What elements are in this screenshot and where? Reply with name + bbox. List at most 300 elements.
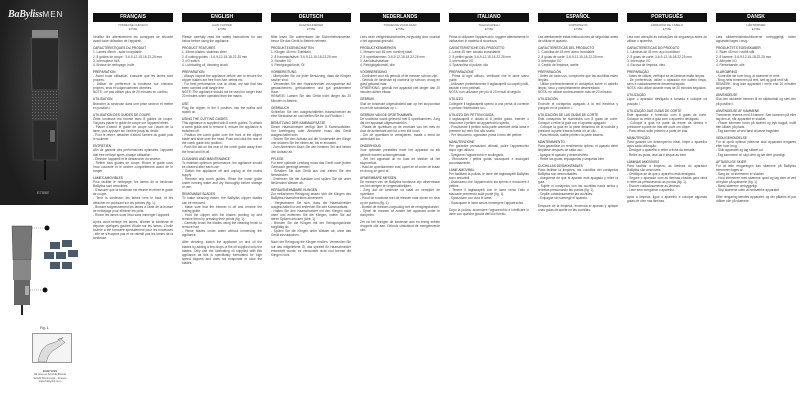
instruction-line: - Escove cuidadosamente as lâminas. [627,184,681,189]
section-heading: VEDLIGEHOLDELSE [716,136,747,141]
instruction-line: - Hold trimmeren med skærene opad og tag dem af ved at trykke på spidserne (fig. 1). [716,176,796,185]
instruction-line: - Tag kammene af, skyl dem og tør dem grundigt. [716,152,786,157]
instruction-section [716,195,796,203]
clipper-illustration [28,30,62,180]
language-section [360,13,440,232]
instruction-line: This appliance is supplied with 8 comb guides. To attach a comb guide and to remove it, ensure the appliance is switched off. [182,120,262,134]
instruction-section [271,106,351,118]
instruction-line: - Utiliser de préférence la tondeuse sur cheveux propres, secs et soigneusement démêlés. [93,82,173,91]
instruction-line: - Borstel de messen zorgvuldig met de reinigingsborstel. [360,204,440,209]
instruction-line: 1. Lames 45mm - acier inoxydable [93,50,142,55]
language-heading: DANSK [716,13,796,22]
instruction-line: 3. Interruptor I/O [538,58,562,63]
section-heading: VOORBEREIDING [360,69,387,74]
instruction-line: 4. Spazzolina di pulizia, olio [449,62,489,67]
instructions-body [271,35,351,257]
instruction-line: 4. Reinigungsbürste, Öl [271,62,305,67]
intro-text: Please carefully read the safety instructions for use below before using the appliance. [182,35,262,44]
instruction-line: - Coloque la guía en la parte delantera de la cuchilla y presione la parte trasera hasta oír un clic. [538,124,618,134]
instruction-line: 4. Cepillo de limpieza, aceite [538,62,579,67]
instruction-section [271,157,351,186]
section-heading: MANUTENÇÃO [627,136,650,141]
section-heading: KLARGØRING [716,69,738,74]
instruction-line: 1. Lâminas de 45 mm: aço inoxidável [627,50,680,55]
language-heading: ENGLISH [182,13,262,22]
instruction-line: - Utilice preferentemente el cortapelos sobre el cabello limpio, seco y completamente desenredado. [538,82,618,91]
instruction-line: - Haal de opzetkammen eraf, spoel ze af onder de kraan en droog ze goed af. [360,164,440,173]
instruction-section [538,113,618,138]
instruction-section [449,113,529,138]
section-heading: PRODUKTETS EGENSKABER [716,46,761,51]
language-section [93,13,173,240]
intro-text: Prima di utilizzare l'apparecchio, leggere attentamente le indicazioni in materia di sicurezza. [449,35,529,44]
instruction-line: 2. 8 guías de corte: 3-6-9-12-15-18-22-25 mm [538,54,603,59]
instruction-line: Para facilitar la limpieza, las cuchillas del cortapelos BaByliss son desmontables. [538,167,618,176]
product-name: CORTAPELOS [568,23,588,27]
language-section [716,13,796,204]
figure-label: Fig. 1 [40,326,49,330]
instruction-line: - Retire las guías, enjuáguelas y séquelas bien. [538,156,605,161]
instruction-section [716,93,796,105]
brand-logo: BaBylissMEN [8,9,64,20]
section-heading: ANVENDELSE [716,93,738,98]
blade-removal-figure [32,333,72,363]
instruction-section [271,188,351,237]
instruction-line: NOTA: non utilizzare per più di 20 minuti di seguito. [449,90,522,95]
instruction-line: 3. Interrupteur M/A [93,58,120,63]
instruction-line: Zur einfacheren Reinigung lassen sich die Klingen des BaByliss-Haarschneiders abnehmen. [271,192,351,201]
section-heading: GEBRAUCH [271,105,290,110]
model-number: E755E [217,26,227,31]
instruction-line: Após a limpeza, ligue o aparelho e coloque algumas gotas de óleo nas lâminas. [627,195,707,204]
section-heading: ONDERHOUD [360,144,381,149]
instruction-line: - Asegúrese de que el aparato esté apagado y retire la guía. [538,176,618,185]
instruction-line: - Antes de utilizar, verifique se as lâminas estão limpas. [627,73,706,78]
language-heading: ESPAÑOL [538,13,618,22]
language-heading: DEUTSCH [271,13,351,22]
instruction-section [182,102,262,114]
section-heading: GEBRUIK VAN DE OPZETKAMMEN [360,112,413,117]
instruction-line: - Placer d'abord le guide de coupe sur l'avant de la lame, puis appuyer sur l'arrière jusqu'au déclic. [93,124,173,134]
language-heading: ITALIANO [449,13,529,22]
cover-image [0,0,88,205]
instruction-line: - Skyl skærene uden at nedsænke apparatet. [716,188,780,193]
instruction-section [360,46,440,66]
instruction-section [93,113,173,142]
instruction-line: Cette tondeuse est fournie avec 8 guides de coupe. Toujours placer le guide de coupe sur l'appareil éteint. [93,116,173,125]
instruction-section [627,195,707,203]
instruction-section [449,97,529,109]
instruction-line: 3. Aan/uitschakelaar [360,58,389,63]
instruction-line: - Para retirar, solte primeiro a parte de trás. [627,129,688,134]
instruction-line: For at opnå optimal ydeevne skal apparatet rengøres efter hver brug: [716,140,796,149]
instruction-line: 4. Reinigingsborstel, olie [360,62,395,67]
intro-text: Lea atentamente estas instrucciones de seguridad antes de utilizar el aparato. [538,35,618,44]
section-heading: MANTENIMIENTO [538,140,565,145]
instruction-line: - Rincer les lames sous l'eau sans immerger l'appareil. [93,212,171,217]
instruction-line: - Tenir la tondeuse, les lames vers le haut, et les détacher en poussant sur les pointes (fig. 1). [93,196,173,205]
instruction-line: - Prima di ogni utilizzo, verificare che le lame siano pulite. [449,73,529,83]
language-section [627,13,707,204]
instruction-section [538,140,618,160]
language-section [449,13,529,216]
instruction-line: 2. 8 kamme: 3-6-9-12-15-18-22-25 mm [716,54,772,59]
instruction-line: - Børst skærene omhyggeligt. [716,184,758,189]
instruction-line: - Gebruik de tondeuse bij voorkeur op schoon, droog en goed gekamd haar. [360,78,440,87]
instruction-line: - Éteindre l'appareil et le débrancher du secteur. [93,156,161,161]
instruction-line: - Always inspect the appliance before use to ensure the clipper blades are free from hair, debris etc. [182,73,262,83]
instruction-line: Pour faciliter le nettoyage, les lames de la tondeuse BaByliss sont amovibles. [93,180,173,189]
model-number: E755E [395,26,405,31]
instruction-line: - Carefully brush the blades using the cleaning brush to remove hair. [182,221,262,230]
model-number: E755E [751,26,761,31]
section-heading: CARACTÉRISTIQUES DU PRODUIT [93,46,147,51]
model-number: E755E [484,26,494,31]
section-heading: UTILIZACIÓN [538,97,558,102]
instruction-section [538,97,618,109]
instruction-line: - Controleer voor elk gebruik of de messen schoon zijn. [360,73,438,78]
instruction-line: 3. Interruttore I/O [449,58,474,63]
instruction-line: 1. Skær 45 mm: rustfrit stål [716,50,755,55]
language-heading: FRANÇAIS [93,13,173,22]
instruction-line: - Halten Sie den Haarschneider mit den Klingen nach oben und entfernen Sie die Klingen, indem Sie auf deren Spitzen drücken (Abb. 1). [271,208,351,221]
instruction-line: Plug the clipper, in the 0 position, into the mains and switch on. [182,105,262,114]
instruction-line: - Avant toute utilisation, s'assurer que les lames sont propres. [93,73,173,83]
instruction-section [627,93,707,105]
instruction-line: - Vergewissern Sie sich, dass der Haarschneider ausgeschaltet ist und entfernen Sie den Kammaufsatz. [271,200,351,209]
instructions-body [627,35,707,203]
instruction-section [449,140,529,165]
instruction-line: After cleaning, switch the appliance on and oil the blades by adding a few drops of the oil supplied onto the blades. Only use the lubricating oil supplied with this appliance as this is specifically formulated for high speed clippers and does not evaporate or slow the blades. [182,240,262,265]
instruction-section [538,204,618,212]
section-heading: CARACTERÍSTICAS DO PRODUTO [627,46,680,51]
instruction-line: - Hold the clipper with the blades pointing up and remove them by pressing their points (fig. 1). [182,212,262,221]
instruction-section [93,70,173,95]
language-section [271,13,351,257]
instruction-section [182,117,262,154]
section-heading: AFTAGELIGE SKÆR [716,159,747,164]
section-heading: UTILISATION DES GUIDES DE COUPE [93,112,151,117]
instruction-line: Trimmeren leveres med 8 kamme. Sæt kammen på eller tag den af, når apparatet er slukket. [716,112,796,121]
instruction-line: 1. Klingen 45 mm: Edelstahl [271,50,311,55]
instruction-line: - Verwenden Sie den Haarschneider vorzugsweise auf gewaschenem, getrocknetem und gut gekämmtem Haar. [271,82,351,95]
instruction-line: NOTE : ne pas utiliser plus de 20 minutes en continu. [93,90,169,95]
instruction-line: 3. Afbryder I/O [716,58,737,63]
section-heading: ANVENDELSE AF KAMMENE [716,108,760,113]
product-name: HAIR CLIPPER [212,23,232,27]
instruction-section [716,70,796,90]
instruction-line: Für eine optimale Leistung muss das Gerät nach jedem Gebrauch gereinigt werden: [271,160,351,169]
instruction-line: Nach der Reinigung die Klingen einölen. Verwenden Sie nur das mitgelieferte Öl, das speziell für Haarschneider entwickelt wurde; es verdunstet nicht und bremst die Klingen nicht. [271,240,351,257]
instruction-line: - Assicurarsi che l'apparecchio sia spento e rimuovere il pettine. [449,180,529,189]
instruction-line: - Houd de tondeuse met de messen naar boven en druk op de punten (fig. 1). [360,196,440,205]
instruction-section [360,70,440,95]
instruction-line: - Sørg for, at trimmeren er slukket. [716,171,765,176]
product-name: HAARSCHNEIDER [298,23,324,27]
section-heading: HERAUSNEHMBARE KLINGEN [271,188,318,193]
instructions-body [538,35,618,212]
instruction-line: Para facilitar a limpeza, as lâminas do aparador BaByliss são amovíveis. [627,163,707,172]
section-heading: PRODUCT FEATURES [182,46,216,51]
instruction-line: - Sluk apparatet og tag stikket ud. [716,148,764,153]
instruction-line: - Posizionare il pettine sulla parte anteriore della lama e premere sul retro fino allo scatto. [449,124,529,134]
instruction-line: 3. Schalter I/O [271,58,292,63]
instruction-section [93,46,173,66]
instruction-line: - Tag kammen af ved først at løsne bagsiden. [716,129,780,134]
section-heading: PRODUKTEIGENSCHAFTEN [271,46,314,51]
instruction-section [182,240,262,265]
intro-text: Læs sikkerhedsinstruktionerne omhyggeligt, inden apparatet tages i brug. [716,35,796,44]
instruction-line: 2. 8 guias de corte: 3-6-9-12-15-18-22-25 mm [627,54,692,59]
instruction-line: Efter rengøring tændes apparatet, og der påføres et par dråber olie på skærene. [716,195,796,204]
instruction-line: Brancher la tondeuse dans une prise secteur et mettre en position I. [93,101,173,110]
instruction-section [538,164,618,201]
instructions-body [716,35,796,203]
instruction-line: 4. Rensebørste, olie [716,62,745,67]
intro-text: Veuillez lire attentivement les consignes de sécurité avant toute utilisation de l'appareil. [93,35,173,44]
language-section [182,13,262,265]
instruction-section [93,220,173,240]
instruction-section [271,70,351,103]
section-heading: PRODUCTKENMERKEN [360,46,396,51]
instruction-line: - Para retirarla, suelte primero la parte trasera. [538,133,604,138]
instruction-section [360,176,440,217]
instruction-line: Après avoir nettoyé les lames, allumer la tondeuse et déposer quelques gouttes d'huile sur les lames. L'huile fournie a été formulée spécialement pour les tondeuses ; elle ne s'évapore pas et ne ralentit pas les lames de la tondeuse. [93,219,173,241]
instruction-line: - Apague el aparato y desenchúfelo. [538,152,590,157]
instruction-line: 1. Lame 45 mm: acciaio inossidabile [449,50,501,55]
instruction-line: - Make sure that the trimmer is off and remove the cutting guide. [182,204,262,213]
instruction-line: - Brug helst trimmeren på rent, tørt og godt redt hår. [716,78,789,83]
section-heading: VORBEREITUNG [271,69,297,74]
instruction-line: 3. Interruptor I/O [627,58,651,63]
section-heading: BENUTZUNG DER KAMMAUFSÄTZE [271,120,326,125]
instruction-line: - Lave sem mergulhar o aparelho. [627,188,675,193]
section-heading: PRÉPARATION [93,69,116,74]
cover-panel [0,0,88,407]
instruction-line: NOTA: no utilizar continuamente más de 20 minutos. [538,90,613,95]
instruction-section [182,192,262,237]
instruction-line: De messen van de BaByliss tondeuse zijn afneembaar om het reinigen te vergemakkelijken. [360,180,440,189]
instruction-line: 2. 8 cutting guides : 3-6-9-12-15-18-22-25 mm [182,54,248,59]
instruction-line: - Bürsten Sie die Klingen mit der Reinigungsbürste sorgfältig ab. [271,221,351,230]
instruction-section [538,46,618,66]
section-heading: CUCHILLAS DESMONTABLES [538,163,583,168]
instruction-section [360,220,440,232]
section-heading: GEBRUIK [360,97,375,102]
section-heading: PFLEGE [271,156,284,161]
instruction-section [360,97,440,109]
instruction-line: 2. 8 pettini guida: 3-6-9-12-15-18-22-25 mm [449,54,511,59]
instruction-line: 2. 8 Kammaufsätze: 3-6-9-12-15-18-22-25 mm [271,54,337,59]
instruction-line: Afin de garantir des performances optimales, l'appareil doit être nettoyé après chaque utilisation : [93,148,173,157]
instruction-section [271,121,351,154]
instruction-line: De tondeuse wordt geleverd met 8 opzetkammen. Zorg dat het apparaat uitgeschakeld is. [360,116,440,125]
instruction-line: 4. Brosse de nettoyage, huile [93,62,135,67]
instruction-line: - Coloque a guia na parte da frente da lâmina e pressione a parte de trás até ouvir um clique. [627,120,707,129]
section-heading: CLEANING AND MAINTENANCE [182,156,230,161]
instruction-line: - Desligue o aparelho e retire a ficha da tomada. [627,148,696,153]
instruction-line: - Retire as guias, lave-as e seque-as bem. [627,152,687,157]
instruction-line: Schließen Sie den ausgeschalteten Haarschneider an eine Steckdose an und stellen Sie ihn auf Position I. [271,109,351,118]
instruction-line: - Segure o aparador com as lâminas viradas para cima e retire-as pressionando as pontas (fig. 1). [627,176,707,185]
instruction-line: 1. Messen van 45 mm: roestvrij staal [360,50,412,55]
instruction-section [716,46,796,66]
product-name: HÅRTRIMMER [746,23,766,27]
instruction-line: - For best performance, use on clean, dry hair that has been combed until tangle free. [182,82,262,91]
instruction-line: - Sujete el cortapelos con las cuchillas hacia arriba y retírelas presionando las puntas (fig. 1). [538,184,618,193]
instruction-line: - Cepille cuidadosamente las cuchillas. [538,192,593,197]
instruction-section [182,157,262,190]
instruction-line: - Om de opzetkam te verwijderen, maakt u eerst de achterkant los. [360,133,440,142]
section-heading: USING THE CUTTING GUIDES [182,116,228,121]
instruction-line: To make cleaning easier, the BaByliss clipper blades can be removed. [182,196,262,205]
section-heading: CARACTERÍSTICAS DEL PRODUCTO [538,46,594,51]
instruction-line: - Antes de cada uso, compruebe que las cuchillas estén limpias. [538,73,618,83]
instruction-line: HINWEIS: Lassen Sie das Gerät nicht länger als 20 Minuten in Betrieb. [271,94,351,103]
intro-text: Bitte lesen Sie aufmerksam die Sicherheitshinweise, bevor Sie das Gerät in Betrieb nehmen. [271,35,351,44]
section-heading: CARATTERISTICHE DEL PRODOTTO [449,46,505,51]
instruction-line: - Push the tab on the rear of the comb guide away from the head and lift off. [182,145,262,154]
instruction-line: 2. 8 guides de coupe : 3-6-9-12-15-18-22-25 mm [93,54,162,59]
instruction-line: For at lette rengøringen kan skærene på BaByliss trimmeren tages af. [716,163,796,172]
instruction-line: To maintain optimum performance, the appliance should be cleaned after each use: [182,160,262,169]
instruction-line: BEMÆRK: brug ikke apparatet i mere end 20 minutter ad gangen. [716,82,796,91]
instruction-line: - Überprüfen Sie vor jeder Benutzung, dass die Klingen sauber sind. [271,73,351,83]
instruction-line: Para garantizar un rendimiento óptimo, el aparato debe limpiarse después de cada uso: [538,144,618,153]
instruction-section [449,208,529,216]
cover-model: E755E [37,190,50,195]
instruction-line: Zet na het reinigen de tondeuse aan en breng enkele druppels olie aan. Gebruik uitsluitend de meegeleverde olie. [360,219,440,233]
section-heading: UTILISATION [93,97,113,102]
instructions-body [360,35,440,232]
section-heading: UTILIZAÇÃO [627,93,646,98]
instruction-line: - Spoel de messen af zonder het apparaat onder te dompelen. [360,208,440,217]
model-number: E755E [128,26,138,31]
instruction-line: - Kontroller før hver brug, at skærene er rene. [716,73,781,78]
instruction-line: 2. 8 opzetkammen: 3-6-9-12-15-18-22-25 mm [360,54,425,59]
intro-text: Leia com atenção as indicações de segurança antes de utilizar o aparelho. [627,35,707,44]
instruction-section [538,70,618,95]
instruction-section [716,136,796,156]
instruction-section [182,70,262,99]
instruction-line: - Zum Abnehmen lösen Sie den hinteren Teil und heben den Aufsatz ab. [271,145,351,154]
instruction-line: Ligue o aparador desligado à tomada e coloque na posição I. [627,97,707,106]
instruction-line: - Spegnere l'apparecchio e scollegarlo. [449,152,505,157]
product-name: TONDEUSE VOOR HAAR [383,23,417,27]
instruction-line: - Tenere il tagliacapelli con le lame verso l'alto e staccarle premendo sulle punte (fig. 1). [449,188,529,197]
instruction-line: 3. I/O switch [182,58,200,63]
section-heading: UTILIZACIÓN DE LAS GUÍAS DE CORTE [538,112,599,117]
section-heading: PREPARACIÓN [538,69,561,74]
instruction-line: Este cortapelos se suministra con 8 guías de corte. Coloque o retire la guía con el aparato apagado. [538,116,618,125]
language-heading: PORTUGUÊS [627,13,707,22]
instruction-section [93,176,173,217]
model-number: E755E [306,26,316,31]
instruction-line: - Per rimuoverlo, sganciare prima il retro del pettine. [449,133,523,138]
instruction-section [271,46,351,66]
instruction-line: - Utilizzare preferibilmente il tagliacapelli su capelli puliti, asciutti e ben pettinati. [449,82,529,91]
section-heading: LAMES AMOVIBLES [93,176,123,180]
instruction-section [627,70,707,90]
instruction-line: 1. 45mm blades: stainless steel [182,50,227,55]
instruction-line: - Rinse blades under water without immersing the appliance. [182,229,262,238]
instruction-section [627,160,707,193]
instruction-line: Dieser Haarschneider verfügt über 8 Kammaufsätze. Vor Anbringung oder Abnahme muss das Gerät ausgeschaltet sein. [271,124,351,138]
instruction-line: - Spazzolare con cura le lame. [449,196,493,201]
instruction-section [360,144,440,173]
instruction-line: NOTA: não utilize durante mais de 20 minutos seguidos. [627,86,707,91]
instruction-line: - Setzen Sie den Aufsatz auf die Vorderseite der Klinge und drücken Sie ihn hinten an, bis er einrastet. [271,137,351,146]
instruction-line: - Position the comb guide over the front of the clipper blade and slide over the head. Push and click the rear of the comb guide into position. [182,133,262,146]
product-name: APARADOR DE CABELO [650,23,684,27]
instruction-line: Per garantire prestazioni ottimali, pulire l'apparecchio dopo ogni utilizzo: [449,144,529,153]
section-heading: UTILIZZO [449,97,464,102]
instruction-section [93,144,173,173]
instruction-section [627,109,707,134]
instruction-line: - S'assurer que la tondeuse est éteinte et retirer le guide de coupe. [93,188,173,197]
instruction-line: Para garantir um desempenho ideal, limpe o aparelho após cada utilização: [627,140,707,149]
instruction-line: Enchufe el cortapelos apagado a la red eléctrica y póngalo en la posición I. [538,101,618,110]
instructions-body [93,35,173,240]
instruction-section [271,240,351,256]
instruction-line: - Remove any comb guides. Rinse the comb guide under running water and dry thoroughly before storage or use. [182,177,262,190]
section-heading: REMOVABLE BLADES [182,192,216,197]
instruction-line: - Schalten Sie das Gerät aus und ziehen Sie den Netzstecker. [271,168,351,177]
instruction-section [449,168,529,205]
instruction-line: NOTE: The appliance should not be used for longer than 20 minutes when operated from the mains. [182,90,262,99]
instruction-line: - Brosser soigneusement les lames à l'aide de la brosse de nettoyage pour éliminer les poils. [93,204,173,213]
model-number: E755E [662,26,672,31]
instruction-line: - De preferência, utilize o aparador em cabelo limpo, seco e cuidadosamente desembaraçado. [627,78,707,87]
product-name: TONDEUSE CHEVEUX [118,23,148,27]
instruction-line: Slut den slukkede trimmer til en stikkontakt og sæt den på position I. [716,97,796,106]
instruction-line: OPMERKING: gebruik het apparaat niet langer dan 20 minuten achter elkaar. [360,86,440,95]
instruction-line: Voor optimale prestaties moet het apparaat na elk gebruik worden schoongemaakt: [360,148,440,157]
model-number: E755E [573,26,583,31]
instruction-line: 1. Cuchillas de 45 mm: acero inoxidable [538,50,595,55]
instruction-section [716,160,796,193]
instruction-line: - Rimuovere i pettini guida, sciacquarli e asciugarli accuratamente. [449,156,529,165]
instruction-line: - Zet het apparaat uit en haal de stekker uit het stopcontact. [360,156,440,165]
instruction-line: Collegare il tagliacapelli spento a una presa di corrente e portare l'interruttore su I. [449,101,529,110]
instruction-line: - Placer kammen foran på skæret og tryk bagpå, indtil den klikker på plads. [716,120,796,129]
product-name: TAGLIACAPELLI [478,23,500,27]
instruction-line: - Zorg dat de tondeuse uit staat en verwijder de opzetkam. [360,188,440,197]
section-heading: LÂMINAS AMOVÍVEIS [627,159,660,164]
instruction-section [627,46,707,66]
section-heading: PREPARAÇÃO [627,69,649,74]
section-heading: PREPARATION [182,69,205,74]
instructions-body [182,35,262,265]
instruction-line: Sluit de tondeuse uitgeschakeld aan op het stopcontact en zet de schakelaar op I. [360,101,440,110]
instruction-line: - Certifique-se de que o aparelho está desligado. [627,171,696,176]
instruction-line: Per facilitare la pulizia, le lame del tagliacapelli BaByliss sono amovibili. [449,171,529,180]
section-heading: LAME AMOVIBILI [449,167,475,172]
instruction-line: 4. Escova de limpeza, óleo [627,62,666,67]
instruction-section [449,70,529,95]
section-heading: UTILIZZO DEI PETTINI GUIDA [449,112,494,117]
instruction-section [716,109,796,134]
instruction-line: Después de la limpieza, encienda el aparato y aplique unas gotas de aceite en las cuchillas. [538,203,618,212]
instruction-line: - Sciacquare le lame senza immergere l'apparecchio. [449,200,525,205]
language-section [538,13,618,212]
instruction-section [93,97,173,109]
section-heading: USE [182,101,189,106]
instructions-body [449,35,529,216]
instruction-line: Il tagliacapelli è dotato di 8 pettini guida. Inserire o rimuovere il pettine ad apparecchio spento. [449,116,529,125]
instruction-line: - Pour le retirer, détacher d'abord l'arrière du guide puis le soulever. [93,133,173,142]
manufacturer-address: BABYLISS 99 avenue Aristide Briand 92120 Montrouge - France www.babyliss.com [33,369,67,384]
